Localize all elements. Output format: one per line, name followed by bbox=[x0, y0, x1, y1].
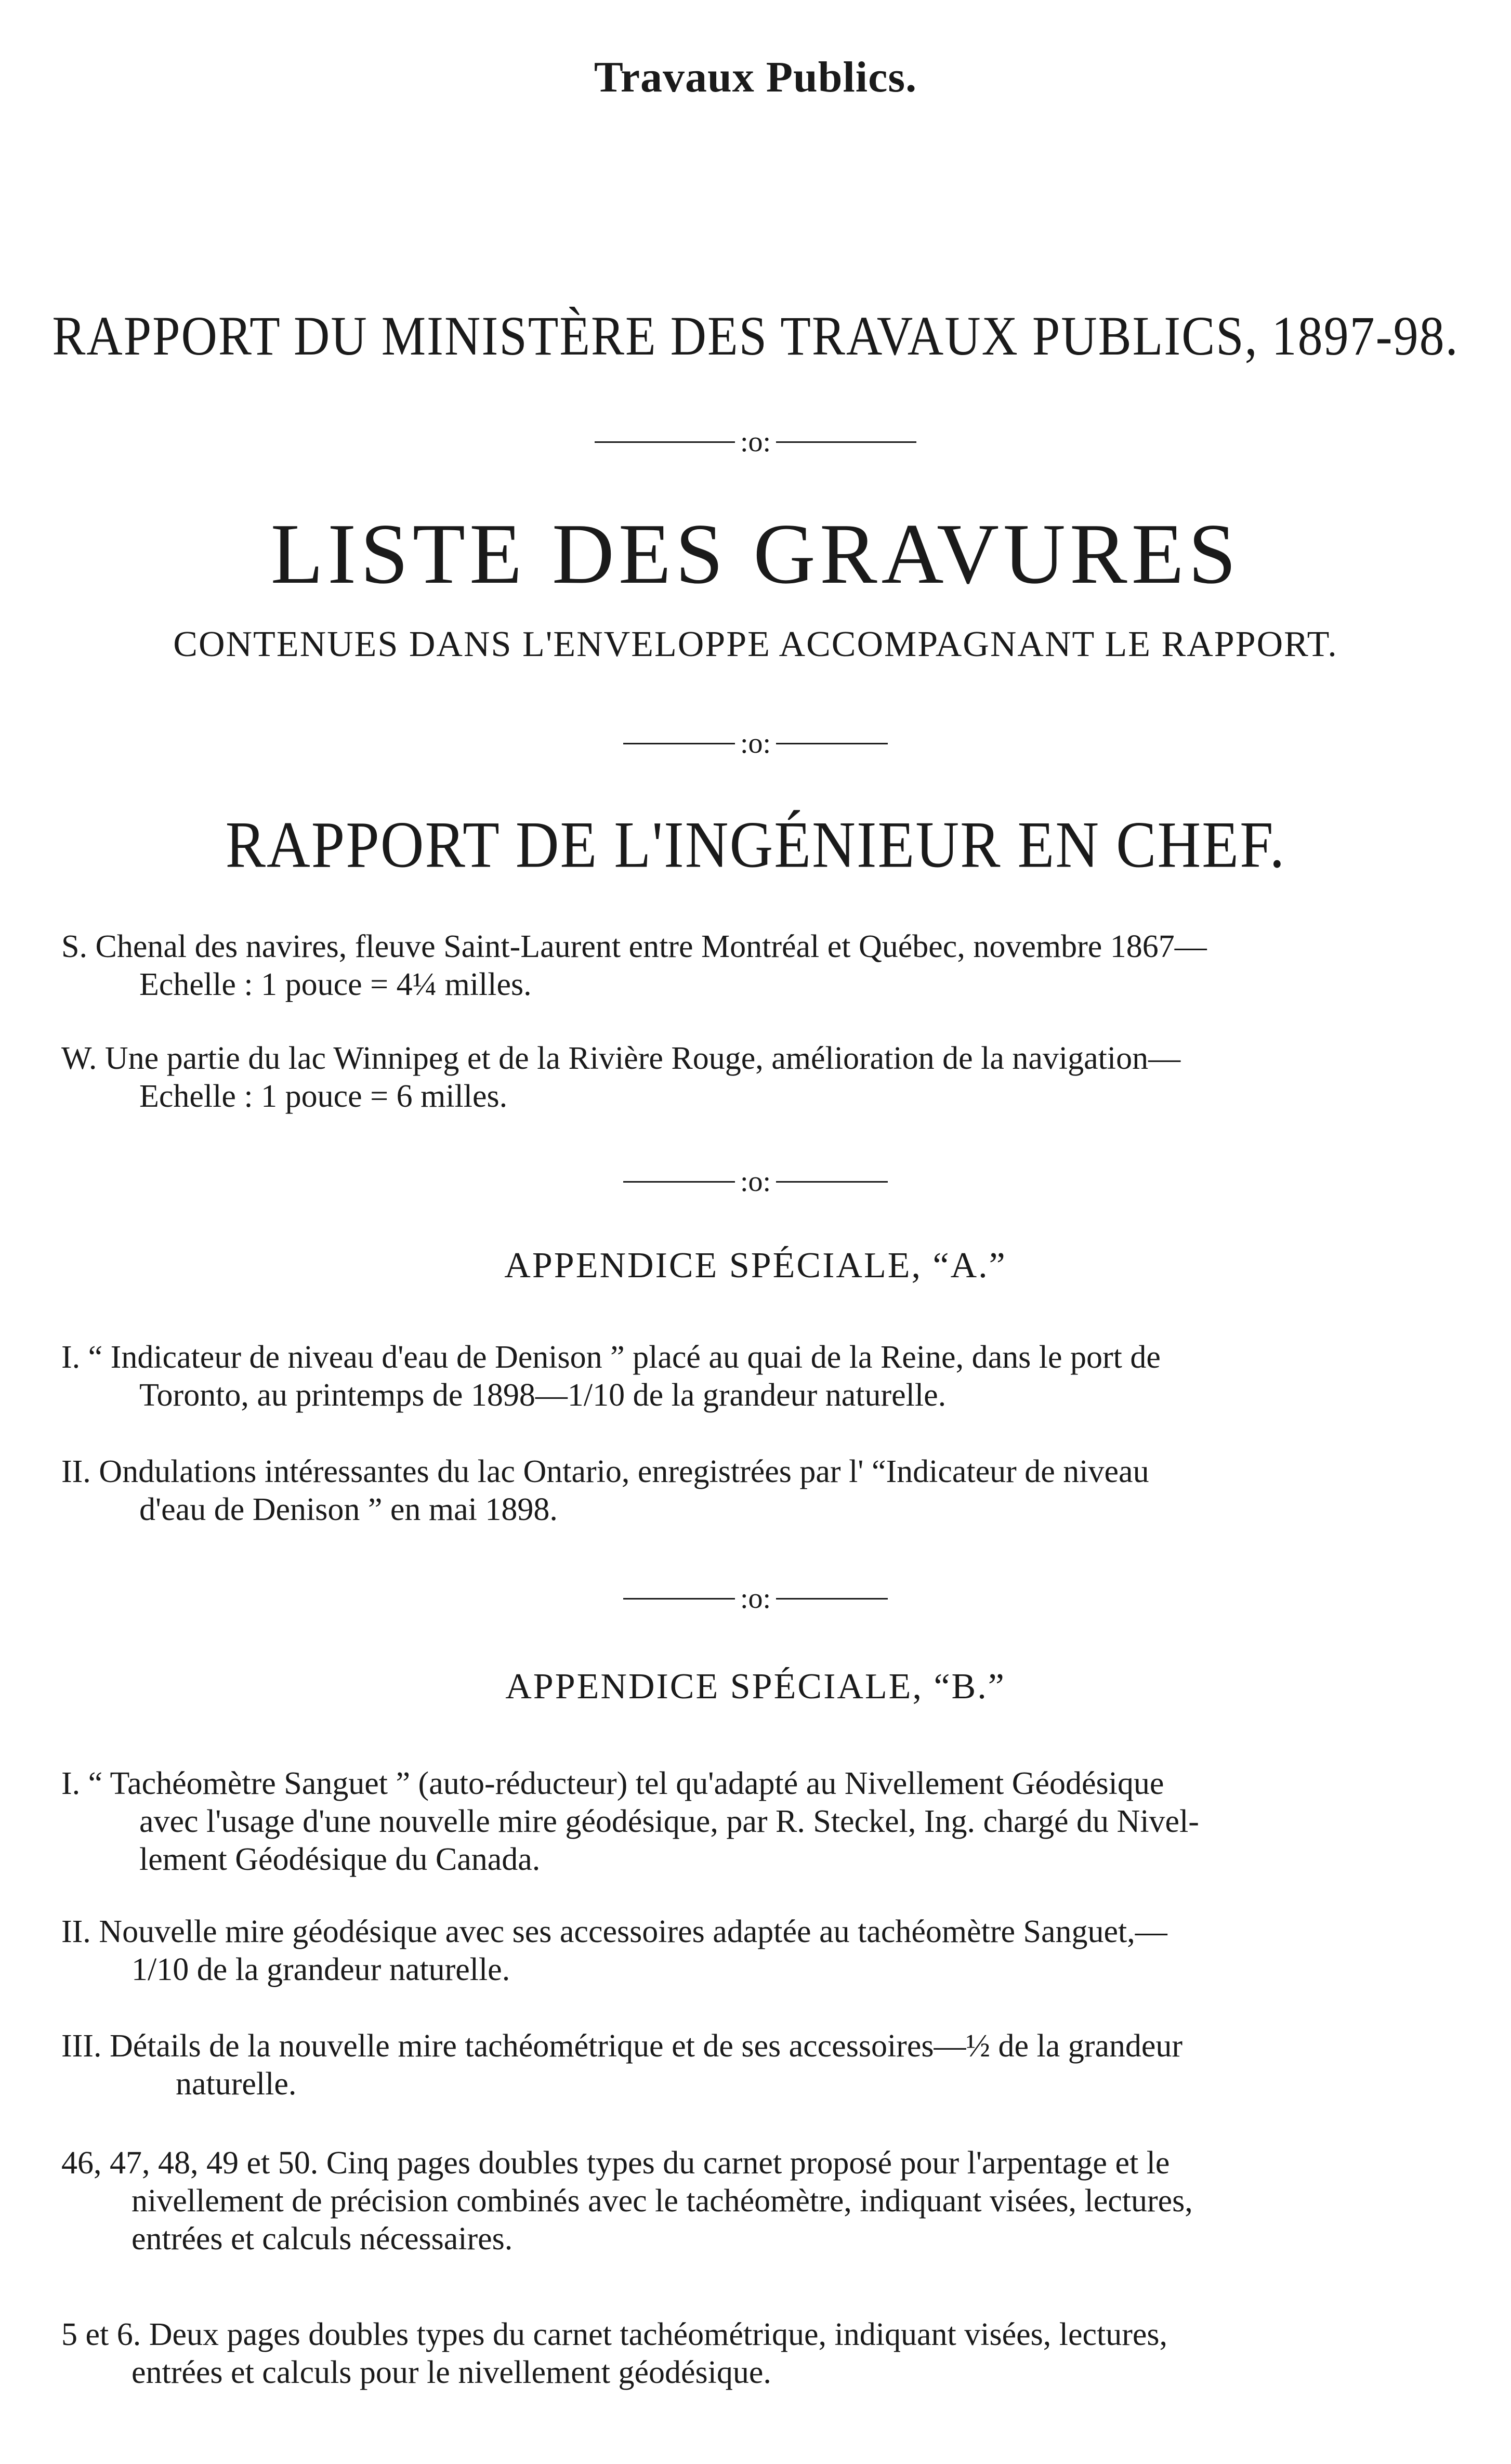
item-text-continued: nivellement de précision combinés avec le tachéomètre, indiquant visées, lectures, bbox=[132, 2183, 1193, 2219]
separator bbox=[0, 1163, 1511, 1197]
appendix-a-heading: APPENDICE SPÉCIALE, “A.” bbox=[504, 1246, 1007, 1286]
item-label: II. bbox=[61, 1454, 91, 1489]
item-label: III. bbox=[61, 2028, 102, 2064]
list-item bbox=[61, 1339, 1444, 1414]
list-item bbox=[61, 1040, 1444, 1116]
separator-rule bbox=[595, 441, 735, 443]
separator-rule bbox=[776, 743, 888, 744]
item-label: 46, 47, 48, 49 et 50. bbox=[61, 2145, 319, 2181]
separator bbox=[0, 424, 1511, 457]
item-label: II. bbox=[61, 1914, 91, 1949]
item-text: Deux pages doubles types du carnet tachéométrique, indiquant visées, lectures, bbox=[149, 2317, 1168, 2352]
item-text-continued: lement Géodésique du Canada. bbox=[139, 1842, 541, 1877]
item-text: Nouvelle mire géodésique avec ses accessoires adaptée au tachéomètre Sanguet,— bbox=[99, 1914, 1167, 1949]
main-title: LISTE DES GRAVURES bbox=[270, 506, 1241, 601]
list-item bbox=[61, 1453, 1444, 1529]
separator-rule bbox=[776, 1181, 888, 1183]
running-head: Travaux Publics. bbox=[594, 53, 917, 101]
item-text: “ Indicateur de niveau d'eau de Denison ” placé au quai de la Reine, dans le port de bbox=[88, 1340, 1161, 1375]
item-text-continued: Echelle : 1 pouce = 4¼ milles. bbox=[139, 967, 532, 1002]
separator bbox=[0, 725, 1511, 759]
list-item bbox=[61, 1913, 1444, 1989]
list-item bbox=[61, 2316, 1444, 2392]
report-title: RAPPORT DU MINISTÈRE DES TRAVAUX PUBLICS, 1897-98. bbox=[52, 304, 1459, 367]
separator bbox=[0, 1580, 1511, 1614]
appendix-b-heading: APPENDICE SPÉCIALE, “B.” bbox=[505, 1667, 1006, 1707]
item-label: 5 et 6. bbox=[61, 2317, 141, 2352]
list-item bbox=[61, 928, 1444, 1004]
separator-rule bbox=[776, 441, 916, 443]
item-text: Une partie du lac Winnipeg et de la Rivière Rouge, amélioration de la navigation— bbox=[104, 1041, 1181, 1076]
item-text-continued: 1/10 de la grandeur naturelle. bbox=[132, 1952, 510, 1987]
list-item bbox=[61, 2027, 1444, 2103]
separator-rule bbox=[623, 1598, 735, 1600]
item-text-continued: entrées et calculs pour le nivellement géodésique. bbox=[132, 2355, 771, 2390]
item-label: W. bbox=[61, 1041, 97, 1076]
item-text-continued: Toronto, au printemps de 1898—1/10 de la grandeur naturelle. bbox=[139, 1378, 947, 1413]
item-label: S. bbox=[61, 929, 87, 964]
item-text: Cinq pages doubles types du carnet proposé pour l'arpentage et le bbox=[326, 2145, 1170, 2181]
item-text-continued: avec l'usage d'une nouvelle mire géodésique, par R. Steckel, Ing. chargé du Nivel- bbox=[139, 1804, 1199, 1839]
item-text-continued: entrées et calculs nécessaires. bbox=[132, 2221, 513, 2257]
list-item bbox=[61, 2144, 1444, 2258]
item-text-continued: Echelle : 1 pouce = 6 milles. bbox=[139, 1079, 508, 1114]
item-label: I. bbox=[61, 1340, 81, 1375]
separator-mark: :o: bbox=[740, 1165, 771, 1198]
item-text: Ondulations intéressantes du lac Ontario, enregistrées par l' “Indicateur de niveau bbox=[99, 1454, 1149, 1489]
item-text-continued: d'eau de Denison ” en mai 1898. bbox=[139, 1492, 558, 1527]
item-label: I. bbox=[61, 1766, 81, 1801]
item-text: Chenal des navires, fleuve Saint-Laurent entre Montréal et Québec, novembre 1867— bbox=[95, 929, 1207, 964]
separator-rule bbox=[776, 1598, 888, 1600]
separator-rule bbox=[623, 743, 735, 744]
item-text-continued: naturelle. bbox=[176, 2066, 297, 2102]
separator-mark: :o: bbox=[740, 1582, 771, 1615]
separator-mark: :o: bbox=[740, 727, 771, 760]
subtitle: CONTENUES DANS L'ENVELOPPE ACCOMPAGNANT LE RAPPORT. bbox=[173, 624, 1338, 664]
list-item bbox=[61, 1765, 1444, 1879]
separator-rule bbox=[623, 1181, 735, 1183]
item-text: Détails de la nouvelle mire tachéométrique et de ses accessoires—½ de la grandeur bbox=[109, 2028, 1183, 2064]
item-text: “ Tachéomètre Sanguet ” (auto-réducteur) tel qu'adapté au Nivellement Géodésique bbox=[88, 1766, 1164, 1801]
chief-engineer-heading: RAPPORT DE L'INGÉNIEUR EN CHEF. bbox=[225, 808, 1286, 882]
separator-mark: :o: bbox=[740, 426, 771, 458]
